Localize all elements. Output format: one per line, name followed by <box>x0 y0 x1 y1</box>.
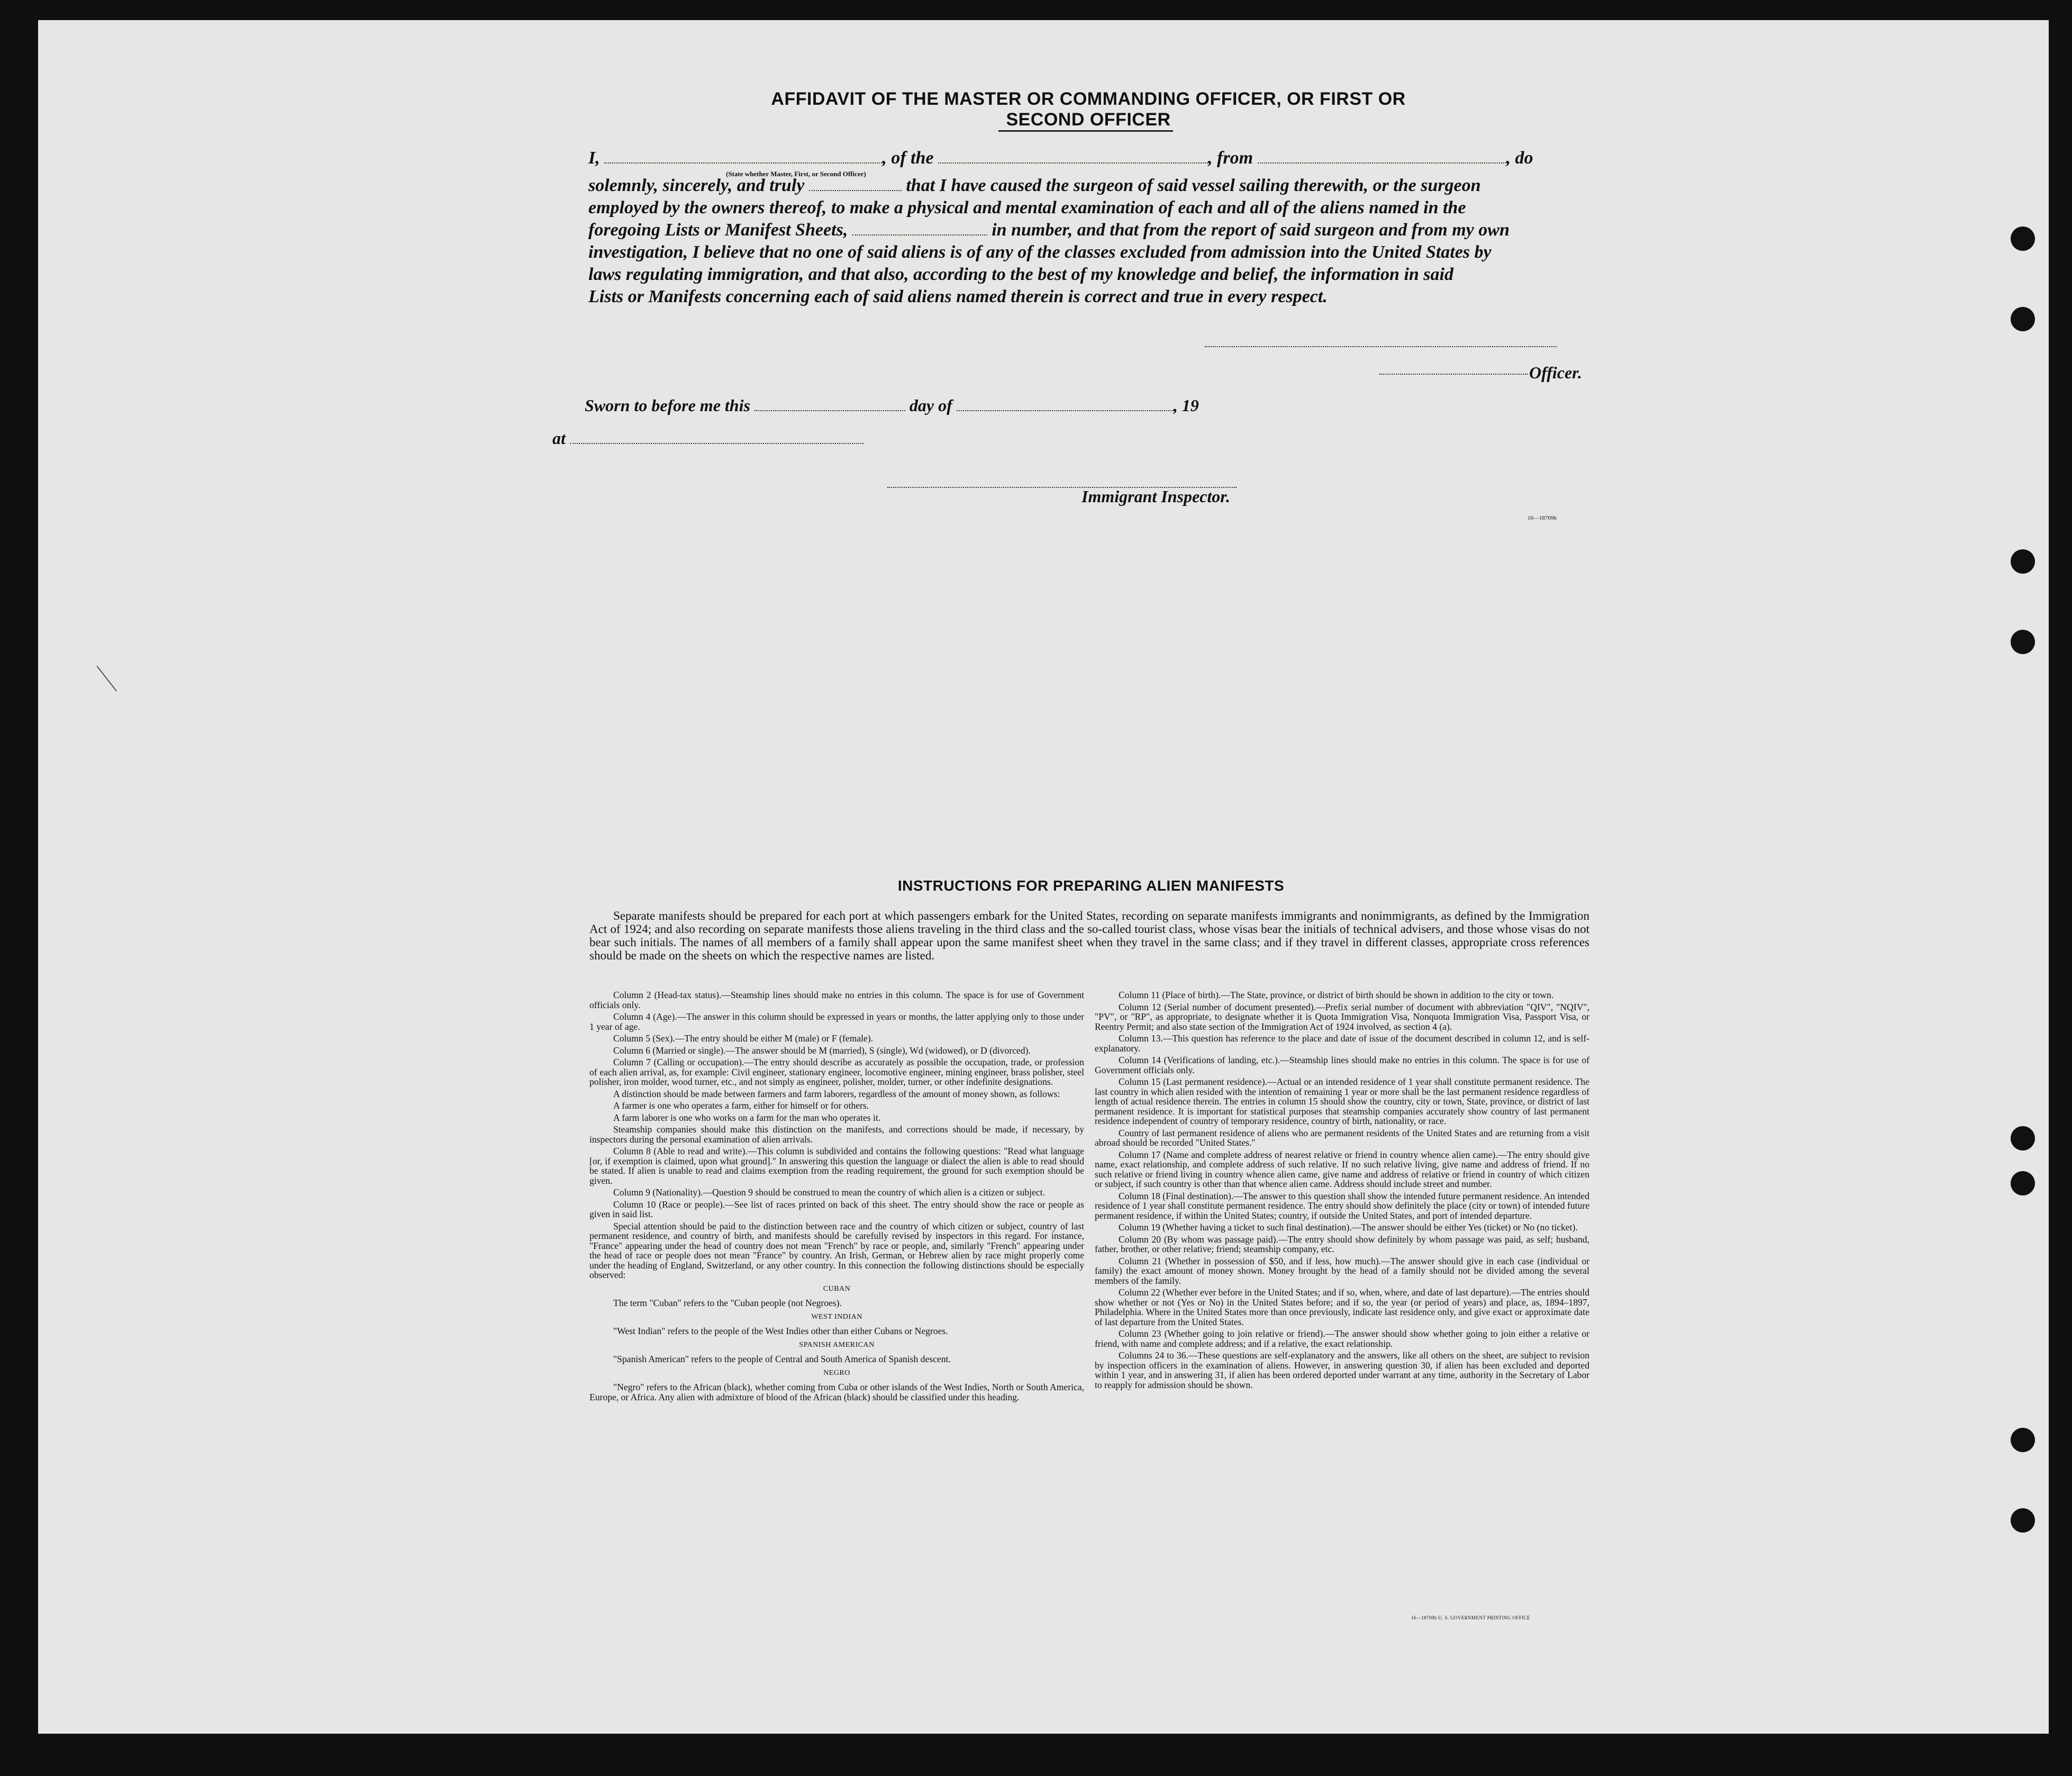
affidavit-from: , from <box>1208 148 1253 168</box>
officer-rank-blank[interactable] <box>604 162 882 164</box>
punch-hole <box>2011 549 2035 574</box>
day-of-text: day of <box>909 396 952 415</box>
instructions-right-column <box>1095 990 1589 1392</box>
instructions-title: INSTRUCTIONS FOR PREPARING ALIEN MANIFESTS <box>897 877 1285 894</box>
paragraph: Column 17 (Name and complete address of nearest relative or friend in country whence alien came).—The entry should give name, exact relationship, and complete address of such relative. If no such relative living, give name and address of friend. If no such relative or friend living in country whence alien came, give name and address of relative or friend in country of which citizen or subject, if such country is other than that whence alien came. Address should include street and number. <box>1095 1149 1589 1189</box>
manifest-sheet <box>38 20 2049 1734</box>
paragraph: Column 2 (Head-tax status).—Steamship lines should make no entries in this column. The space is for use of Government officials only. <box>589 990 1084 1010</box>
year-text: , 19 <box>1173 396 1199 415</box>
spanish-american-heading: SPANISH AMERICAN <box>799 1340 875 1349</box>
paragraph: Column 10 (Race or people).—See list of races printed on back of this sheet. The entry should show the race or people as given in said list. <box>589 1199 1084 1219</box>
departure-port-blank[interactable] <box>1258 162 1506 164</box>
sworn-day-blank[interactable] <box>755 410 905 411</box>
paragraph: Steamship companies should make this distinction on the manifests, and corrections should be made, if necessary, by inspectors during the personal examination of alien arrivals. <box>589 1124 1084 1145</box>
paragraph: A farmer is one who operates a farm, either for himself or for others. <box>613 1100 869 1111</box>
at-text: at <box>552 429 566 448</box>
sheet-count-blank[interactable] <box>852 234 987 235</box>
officer-label: Officer. <box>1529 363 1582 382</box>
paragraph: Column 9 (Nationality).—Question 9 should be construed to mean the country of which alien is a citizen or subject. <box>613 1187 1045 1198</box>
affidavit-line-5: investigation, I believe that no one of said aliens is of any of the classes excluded from admission into the United States by <box>588 242 1492 262</box>
punch-hole <box>2011 1171 2035 1195</box>
paragraph: Country of last permanent residence of aliens who are permanent residents of the United States and are returning from a visit abroad should be recorded "United States." <box>1095 1127 1589 1148</box>
affidavit-line-6: laws regulating immigration, and that also, according to the best of my knowledge and belief, the information in said <box>588 265 1453 284</box>
affidavit-line-2 <box>588 175 1588 197</box>
paragraph: Column 20 (By whom was passage paid).—The entry should show definitely by whom passage was paid, as self; husband, father, brother, or other relative; friend; steamship company, etc. <box>1095 1234 1589 1254</box>
affidavit-solemnly: solemnly, sincerely, and truly <box>588 176 805 195</box>
paragraph: Column 12 (Serial number of document presented).—Prefix serial number of document with abbreviation "QIV", "NQIV", "PV", or "RP", as appropriate, to designate whether it is Quota Immigration Visa, Nonquota Immigration Visa, Passport Visa, or Reentry Permit; and also state section of the Immigration Act of 1924 involved, as section 4 (a). <box>1095 1001 1589 1032</box>
paragraph: Column 6 (Married or single).—The answer should be M (married), S (single), Wd (widowed), or D (divorced). <box>613 1045 1031 1056</box>
paragraph: Column 22 (Whether ever before in the United States; and if so, when, where, and date of last departure).—The entries should show whether or not (Yes or No) in the United States before; and if so, the year (or period of years) and place, as, 1894–1897, Philadelphia. Where in the United States more than once previously, indicate last residence only, and give exact or approximate date of last departure from the United States. <box>1095 1287 1589 1327</box>
spanish-american-definition: "Spanish American" refers to the people of Central and South America of Spanish descent. <box>613 1354 951 1364</box>
paragraph: Column 4 (Age).—The answer in this column should be expressed in years or months, the latter applying only to those under 1 year of age. <box>589 1011 1084 1032</box>
punch-hole <box>2011 1428 2035 1452</box>
instructions-left-column <box>589 990 1084 1404</box>
negro-definition: "Negro" refers to the African (black), whether coming from Cuba or other islands of the West Indies, North or South America, Europe, or Africa. Any alien with admixture of blood of the African (black) should be classified under this heading. <box>589 1382 1084 1402</box>
officer-signature-line[interactable] <box>1379 374 1528 375</box>
affidavit-line-4 <box>588 219 1588 241</box>
title-rule <box>998 130 1173 132</box>
sworn-text: Sworn to before me this <box>585 396 750 415</box>
paragraph: Column 8 (Able to read and write).—This column is subdivided and contains the following questions: "Read what language [or, if exemption is claimed, upon what ground]." In answering this question the language or dialect the alien is able to read should be stated. If alien is unable to read and claims exemption from the reading requirement, the ground for such exemption should be given. <box>589 1146 1084 1186</box>
stray-mark <box>96 666 117 692</box>
paragraph: Column 5 (Sex).—The entry should be either M (male) or F (female). <box>613 1033 874 1044</box>
west-indian-definition: "West Indian" refers to the people of the West Indies other than either Cubans or Negroes. <box>613 1326 948 1336</box>
punch-hole <box>2011 307 2035 331</box>
signature-line[interactable] <box>1205 346 1557 347</box>
punch-hole <box>2011 226 2035 251</box>
paragraph: Column 11 (Place of birth).—The State, province, or district of birth should be shown in addition to the city or town. <box>1119 990 1554 1000</box>
paragraph: Column 21 (Whether in possession of $50, and if less, how much).—The answer should give in each case (individual or family) the exact amount of money shown. Money brought by the head of a family should not be divided among the several members of the family. <box>1095 1255 1589 1286</box>
cuban-heading: CUBAN <box>823 1284 851 1293</box>
instructions-intro <box>589 909 1589 962</box>
punch-hole <box>2011 630 2035 654</box>
printing-office-footer: 16—18709b U. S. GOVERNMENT PRINTING OFFICE <box>1411 1615 1530 1620</box>
affidavit-of-the: , of the <box>882 148 934 168</box>
affidavit-foregoing: foregoing Lists or Manifest Sheets, <box>588 220 848 240</box>
paragraph: Column 23 (Whether going to join relative or friend).—The answer should show whether going to join either a relative or friend, with name and complete address; and if a relative, the exact relationship. <box>1095 1328 1589 1349</box>
punch-hole <box>2011 1126 2035 1150</box>
paragraph: Column 13.—This question has reference to the place and date of issue of the document described in column 12, and is self-explanatory. <box>1095 1033 1589 1054</box>
paragraph: Columns 24 to 36.—These questions are self-explanatory and the answers, like all others on the sheet, are subject to revision by inspection officers in the examination of aliens. However, in answering question 30, if alien has been excluded and deported within 1 year, and in answering 31, if alien has been ordered deported under warrant at any time, authority in the Secretary of Labor to reapply for admission should be shown. <box>1095 1350 1589 1390</box>
sworn-month-blank[interactable] <box>957 410 1174 411</box>
affidavit-surgeon: that I have caused the surgeon of said vessel sailing therewith, or the surgeon <box>906 176 1481 195</box>
punch-hole <box>2011 1508 2035 1533</box>
paragraph: Column 15 (Last permanent residence).—Actual or an intended residence of 1 year shall constitute permanent residence. The last country in which alien resided with the intention of remaining 1 year or more shall be the last permanent residence regardless of length of actual residence therein. The entries in column 15 should show the country, city or town, State, province, or district of last permanent residence. It is important for statistical purposes that steamship companies accurately show country of last permanent residence independent of country of temporary residence, country of birth, nationality, or race. <box>1095 1076 1589 1126</box>
officer-rank-hint: (State whether Master, First, or Second Officer) <box>726 170 866 178</box>
paragraph: Special attention should be paid to the distinction between race and the country of which citizen or subject, country of last permanent residence, and country of birth, and manifests should be carefully revised by inspectors in this regard. For instance, "France" appearing under the head of country does not mean "French" by race or people, and, similarly "French" appearing under the head of race or people does not mean "France" by country. An Irish, German, or Hebrew alien by race might properly come under the heading of England, Switzerland, or any other country. In this connection the following distinctions should be especially observed: <box>589 1220 1084 1280</box>
paragraph: Column 19 (Whether having a ticket to such final destination).—The answer should be either Yes (ticket) or No (no ticket). <box>1119 1222 1578 1233</box>
at-line <box>552 429 864 448</box>
affidavit-in-number: in number, and that from the report of said surgeon and from my own <box>992 220 1510 240</box>
intro-text: Separate manifests should be prepared for each port at which passengers embark for the United States, recording on separate manifests immigrants and nonimmigrants, as defined by the Immigration Act of 1924; and also recording on separate manifests those aliens traveling in the third class and the so-called tourist class, whose visas bear the initials of technical advisers, and those whose visas do not bear such initials. The names of all members of a family shall appear upon the same manifest sheet when they travel in the same class; and if they travel in different classes, appropriate cross references should be made on the sheets on which the respective names are listed. <box>589 909 1589 962</box>
place-blank[interactable] <box>570 442 864 444</box>
vessel-name-blank[interactable] <box>938 162 1208 164</box>
paragraph: Column 14 (Verifications of landing, etc.).—Steamship lines should make no entries in this column. The space is for use of Government officials only. <box>1095 1055 1589 1075</box>
paragraph: Column 7 (Calling or occupation).—The entry should describe as accurately as possible the occupation, trade, or profession of each alien arrival, as, for example: Civil engineer, stationary engineer, locomotive engineer, mining engineer, brass polisher, steel polisher, iron molder, wood turner, etc., and not simply as engineer, polisher, molder, turner, or other indefinite designations. <box>589 1057 1084 1087</box>
affidavit-do: , do <box>1506 148 1533 168</box>
paragraph: A distinction should be made between farmers and farm laborers, regardless of the amount of money shown, as follows: <box>613 1088 1060 1099</box>
west-indian-heading: WEST INDIAN <box>811 1312 862 1321</box>
cuban-definition: The term "Cuban" refers to the "Cuban people (not Negroes). <box>613 1298 842 1308</box>
form-number: 16—18709b <box>1528 515 1557 521</box>
paragraph: Column 18 (Final destination).—The answer to this question shall show the intended future permanent residence. An intended residence of 1 year shall constitute permanent residence. The entry should show definitely the place (city or town) of intended future permanent residence, if within the United States; country, if outside the United States, and port of intended departure. <box>1095 1190 1589 1221</box>
affidavit-line-3: employed by the owners thereof, to make a physical and mental examination of each and all of the aliens named in the <box>588 198 1466 218</box>
affidavit-title: AFFIDAVIT OF THE MASTER OR COMMANDING OFFICER, OR FIRST OR SECOND OFFICER <box>771 89 1406 130</box>
inspector-label: Immigrant Inspector. <box>1082 487 1230 506</box>
affidavit-line-1 <box>588 147 1588 169</box>
affidavit-line-7: Lists or Manifests concerning each of said aliens named therein is correct and true in every respect. <box>588 287 1328 306</box>
paragraph: A farm laborer is one who works on a farm for the man who operates it. <box>613 1112 881 1123</box>
sworn-line <box>585 396 1199 415</box>
oath-form-blank[interactable] <box>809 189 902 191</box>
negro-heading: NEGRO <box>823 1369 850 1377</box>
affidavit-i: I, <box>588 148 600 168</box>
